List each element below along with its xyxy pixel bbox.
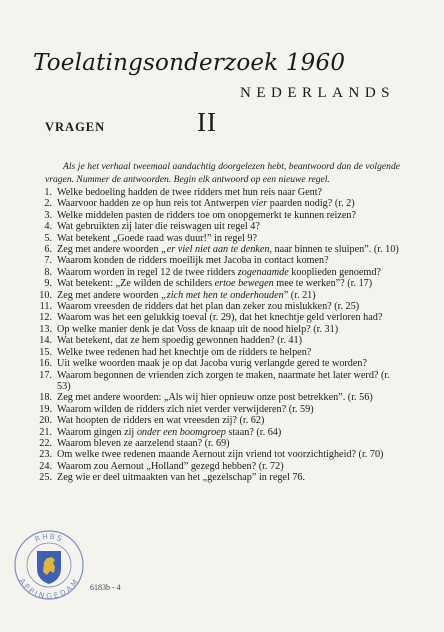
question-text xyxy=(57,210,356,221)
question-text xyxy=(57,198,355,209)
question-text-part: Welke bedoeling hadden de twee ridders met hun reis naar Gent? xyxy=(57,187,323,198)
question-text xyxy=(57,244,399,255)
question-text xyxy=(57,290,316,301)
question-item xyxy=(33,449,405,460)
question-emphasis: zogenaamde xyxy=(237,266,289,278)
question-emphasis: „zich met hen te onderhouden xyxy=(161,289,284,301)
section-numeral: II xyxy=(197,107,217,137)
stamp-top-text: RHBS xyxy=(33,531,65,545)
question-text-part: ” (r. 21) xyxy=(283,289,316,301)
question-item xyxy=(33,392,405,403)
question-item xyxy=(33,221,405,232)
question-number: 7. xyxy=(44,255,52,267)
question-text xyxy=(57,301,359,312)
question-text xyxy=(57,358,367,369)
question-text xyxy=(57,324,338,335)
question-number: 16. xyxy=(39,358,52,370)
question-number: 8. xyxy=(44,266,52,278)
question-number: 20. xyxy=(39,415,52,427)
question-text xyxy=(57,427,281,438)
question-text-part: Wat gebruikten zij later die reiswagen uit regel 4? xyxy=(57,221,260,233)
question-text-part: Om welke twee redenen maande Aernout zijn vriend tot voorzichtigheid? (r. 70) xyxy=(57,449,384,461)
question-number: 19. xyxy=(39,403,52,415)
question-text-part: Waarvoor hadden ze op hun reis tot Antwerpen xyxy=(57,198,252,210)
question-text-part: Zeg met andere woorden xyxy=(57,289,162,301)
question-text-part: Uit welke woorden maak je op dat Jacoba vurig verlangde gered te worden? xyxy=(57,358,368,370)
question-item xyxy=(33,244,405,255)
question-text-part: Waarom gingen zij xyxy=(57,426,137,438)
question-number: 3. xyxy=(44,209,52,221)
question-text-part: naar binnen te sluipen”. (r. 10) xyxy=(272,244,399,256)
subject-heading: NEDERLANDS xyxy=(240,85,395,101)
question-text-part: Waarom vreesden de ridders dat het plan dan zeker zou mislukken? (r. 25) xyxy=(57,301,360,313)
question-item xyxy=(33,427,405,438)
instructions-text: Als je het verhaal tweemaal aandachtig doorgelezen hebt, beantwoord dan de volgende vragen. Nummer de antwoorden. Begin elk antwoord op een nieuwe regel. xyxy=(45,160,400,185)
question-text xyxy=(57,233,257,244)
question-text xyxy=(57,187,322,198)
question-emphasis: vier xyxy=(251,198,268,210)
question-text xyxy=(57,312,382,323)
question-item xyxy=(33,278,405,289)
question-item xyxy=(33,233,405,244)
question-number: 4. xyxy=(44,221,52,233)
question-text xyxy=(57,370,390,392)
question-number: 21. xyxy=(39,426,52,438)
question-emphasis: „er viel niet aan te denken, xyxy=(161,244,272,256)
question-text-part: Wat hoopten de ridders en wat vreesden zij? (r. 62) xyxy=(57,415,265,427)
question-item xyxy=(33,472,405,483)
question-text-part: Waarom begonnen de vrienden zich zorgen te maken, naarmate het later werd? (r. 53) xyxy=(57,369,390,392)
question-text-part: Zeg wie er deel uitmaakten van het „gezelschap” in regel 76. xyxy=(57,472,306,484)
question-number: 22. xyxy=(39,437,52,449)
question-item xyxy=(33,187,405,198)
question-text-part: paarden nodig? (r. 2) xyxy=(267,198,355,210)
archive-code: 6183b - 4 xyxy=(90,583,121,592)
question-item xyxy=(33,370,405,393)
question-number: 17. xyxy=(39,369,52,381)
question-item xyxy=(33,198,405,209)
question-text-part: Wat betekent, dat ze hem spoedig gewonnen hadden? (r. 41) xyxy=(57,335,303,347)
question-number: 24. xyxy=(39,460,52,472)
question-item xyxy=(33,301,405,312)
question-text-part: Waarom bleven ze aarzelend staan? (r. 69) xyxy=(57,437,230,449)
question-text xyxy=(57,278,372,289)
question-number: 9. xyxy=(44,278,52,290)
question-emphasis: ertoe bewegen xyxy=(214,278,274,290)
section-heading: VRAGEN xyxy=(45,120,106,134)
question-text-part: Zeg met andere woorden: „Als wij hier opnieuw onze post betrekken”. (r. 56) xyxy=(57,392,373,404)
question-text-part: Waarom wilden de ridders zich niet verder verwijderen? (r. 59) xyxy=(57,403,314,415)
question-text-part: mee te werken”? (r. 17) xyxy=(273,278,373,290)
question-number: 14. xyxy=(39,335,52,347)
question-text xyxy=(57,335,302,346)
question-item xyxy=(33,324,405,335)
question-text-part: Wat betekent „Goede raad was duur!” in regel 9? xyxy=(57,232,258,244)
question-number: 23. xyxy=(39,449,52,461)
question-number: 18. xyxy=(39,392,52,404)
question-item xyxy=(33,415,405,426)
question-item xyxy=(33,461,405,472)
question-text xyxy=(57,415,264,426)
question-item xyxy=(33,438,405,449)
question-item xyxy=(33,290,405,301)
question-text-part: Op welke manier denk je dat Voss de knaap uit de nood hielp? (r. 31) xyxy=(57,323,339,335)
stamp-bottom-text: APPINGEDAM xyxy=(17,576,81,601)
question-text xyxy=(57,449,383,460)
question-text-part: Waarom zou Aernout „Holland” gezegd hebben? (r. 72) xyxy=(57,460,284,472)
question-number: 13. xyxy=(39,323,52,335)
question-text xyxy=(57,472,305,483)
question-number: 12. xyxy=(39,312,52,324)
question-text-part: Waarom konden de ridders moeilijk met Jacoba in contact komen? xyxy=(57,255,329,267)
question-item xyxy=(33,312,405,323)
question-number: 6. xyxy=(44,244,52,256)
question-text xyxy=(57,221,260,232)
question-number: 25. xyxy=(39,472,52,484)
question-text xyxy=(57,347,311,358)
question-text-part: Waarom worden in regel 12 de twee ridders xyxy=(57,266,238,278)
question-text-part: Welke twee redenen had het knechtje om de ridders te helpen? xyxy=(57,346,312,358)
question-text xyxy=(57,404,314,415)
question-item xyxy=(33,255,405,266)
question-item xyxy=(33,404,405,415)
question-text-part: Zeg met andere woorden xyxy=(57,244,162,256)
question-item xyxy=(33,347,405,358)
question-text xyxy=(57,255,329,266)
question-text-part: Waarom was het een gelukkig toeval (r. 29), dat het knechtje geld verloren had? xyxy=(57,312,383,324)
question-number: 15. xyxy=(39,346,52,358)
question-item xyxy=(33,358,405,369)
question-number: 2. xyxy=(44,198,52,210)
question-number: 1. xyxy=(44,187,52,198)
question-text-part: kooplieden genoemd? xyxy=(288,266,381,278)
question-item xyxy=(33,210,405,221)
question-list xyxy=(33,187,405,484)
question-number: 11. xyxy=(39,301,52,313)
question-text-part: staan? (r. 64) xyxy=(225,426,282,438)
document-title: Toelatingsonderzoek 1960 xyxy=(33,50,346,76)
question-text xyxy=(57,461,284,472)
question-text xyxy=(57,267,381,278)
question-number: 5. xyxy=(44,232,52,244)
question-text xyxy=(57,392,373,403)
question-emphasis: onder een boomgroep xyxy=(136,426,226,438)
question-text-part: Welke middelen pasten de ridders toe om onopgemerkt te kunnen reizen? xyxy=(57,209,357,221)
question-number: 10. xyxy=(39,289,52,301)
question-text xyxy=(57,438,230,449)
archive-stamp xyxy=(12,528,86,602)
question-text-part: Wat betekent: „Ze wilden de schilders xyxy=(57,278,215,290)
question-item xyxy=(33,267,405,278)
question-item xyxy=(33,335,405,346)
